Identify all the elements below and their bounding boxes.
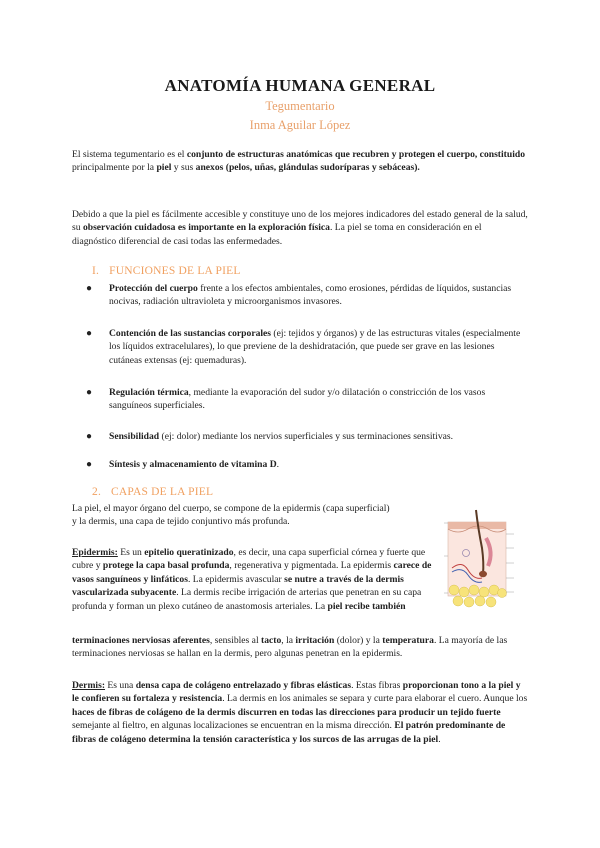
bold-text-run: piel recibe también [327,600,406,612]
bullet-icon: ● [86,431,93,442]
skin-layers-illustration [438,508,538,613]
text-run: . [276,459,280,470]
text-run: (ej: dolor) mediante los nervios superficiales y sus terminaciones sensitivas. [159,431,454,442]
bold-text-run: temperatura [382,635,434,646]
text-run: El sistema tegumentario es el [72,149,187,160]
text-run: Debido a que la piel es fácilmente accesible y constituye uno de los mejores indicadores del estado general de la salud, su [72,209,528,234]
text-run: , sensibles al [209,635,262,646]
section-heading-funciones [92,265,241,277]
intro-paragraph [72,148,528,175]
bold-text-run: Regulación térmica [109,387,189,398]
bold-text-run: terminaciones nerviosas aferentes [72,635,210,646]
text-run: . La piel se toma en consideración en el diagnóstico diferencial de casi todas las enfermedades. [72,222,482,247]
text-run: , la [281,635,296,646]
bold-text-run: carece de vasos sanguíneos y linfáticos [72,560,432,585]
bold-text-run: epitelio queratinizado [144,547,234,558]
bullet-icon: ● [86,387,93,398]
list-item-text [109,458,527,471]
author-name: Inma Aguilar López [249,118,351,132]
capas-intro-paragraph [72,502,392,529]
text-run: Es una [105,680,136,691]
text-run: , es decir, una capa superficial córnea y fuerte que cubre y [72,547,426,572]
bold-text-run: anexos (pelos, uñas, glándulas sudoríparas y sebáceas). [195,162,420,174]
bold-text-run: Sensibilidad [109,431,160,442]
text-run: (dolor) y la [334,635,383,646]
bold-text-run: haces de fibras de colágeno de la dermis discurren en todas las direcciones para producir un tejido fuerte [72,706,501,718]
bullet-icon: ● [86,328,93,339]
text-run: y sus [171,162,196,174]
bold-text-run: piel [156,162,172,174]
list-item-text [109,386,527,413]
epidermis-paragraph-continued [72,634,528,661]
bold-text-run: Contención de las sustancias corporales [109,328,272,339]
bold-text-run: Dermis: [72,680,106,691]
bold-text-run: observación cuidadosa es importante en la exploración física [82,222,330,234]
page-subtitle: Tegumentario [265,99,335,113]
text-run: principalmente por la [72,162,157,174]
bold-text-run: Epidermis: [72,547,118,558]
text-run: frente a los efectos ambientales, como erosiones, pérdidas de líquidos, sustancias nocivas, radiación ultravioleta y microorganismos invasores. [109,283,512,308]
text-run: . La mayoría de las terminaciones nerviosas se hallan en la dermis, pero algunas penetran en la epidermis. [72,635,508,660]
bold-text-run: proporcionan tono a la piel y le confieren su fortaleza y resistencia [72,680,521,705]
text-run: . Estas fibras [351,680,403,691]
section-label: CAPAS DE LA PIEL [111,486,214,498]
text-run: . La dermis en los animales se separa y curte para elaborar el cuero. Aunque los [222,693,528,705]
bold-text-run: se nutre a través de la dermis vascularizada subyacente [72,573,404,599]
bullet-icon: ● [86,459,93,470]
text-run: , regenerativa y pigmentada. La epidermis [229,560,394,572]
section-heading-capas [92,486,213,498]
epidermis-paragraph [72,546,434,613]
text-run: Es un [117,547,145,558]
section-label: FUNCIONES DE LA PIEL [109,265,241,277]
section-number: 2. [92,486,102,498]
bold-text-run: tacto [261,635,282,646]
bold-text-run: Síntesis y almacenamiento de vitamina D [109,459,277,470]
health-indicator-paragraph [72,208,528,248]
bold-text-run: El patrón predominante de fibras de colágeno determina la tensión característica y los surcos de las arrugas de la piel [72,720,506,745]
bold-text-run: conjunto de estructuras anatómicas que recubren y protegen el cuerpo, constituido [186,149,525,160]
bold-text-run: Protección del cuerpo [109,283,198,294]
bold-text-run: protege la capa basal profunda [102,560,230,572]
dermis-paragraph [72,679,528,746]
text-run: semejante al fieltro, en algunas localizaciones se encuentran en la misma dirección. [72,720,395,732]
list-item-text [109,282,527,309]
list-item-text [109,430,527,443]
list-item-text [109,327,527,367]
text-run: . La epidermis avascular [187,573,285,585]
bullet-icon: ● [86,283,93,294]
text-run: . [438,733,441,745]
page-title: ANATOMÍA HUMANA GENERAL [164,76,436,95]
section-number: I. [92,265,100,277]
text-run: , mediante la evaporación del sudor y/o dilatación o constricción de los vasos sanguíneos superficiales. [109,387,486,412]
bold-text-run: irritación [295,635,335,646]
text-run: La piel, el mayor órgano del cuerpo, se compone de la epidermis (capa superficial) y la dermis, una capa de tejido conjuntivo más profunda. [72,503,390,528]
bold-text-run: densa capa de colágeno entrelazado y fibras elásticas [135,680,352,691]
text-run: (ej: tejidos y órganos) y de las estructuras vitales (especialmente los líquidos extracelulares), lo que previene de la deshidratación, que puede ser grave en las lesiones cutáneas extensas (ej: quemaduras). [109,328,521,366]
text-run: . La dermis recibe irrigación de arterias que penetran en su capa profunda y forman un plexo cutáneo de anastomosis arteriales. La [72,587,422,612]
